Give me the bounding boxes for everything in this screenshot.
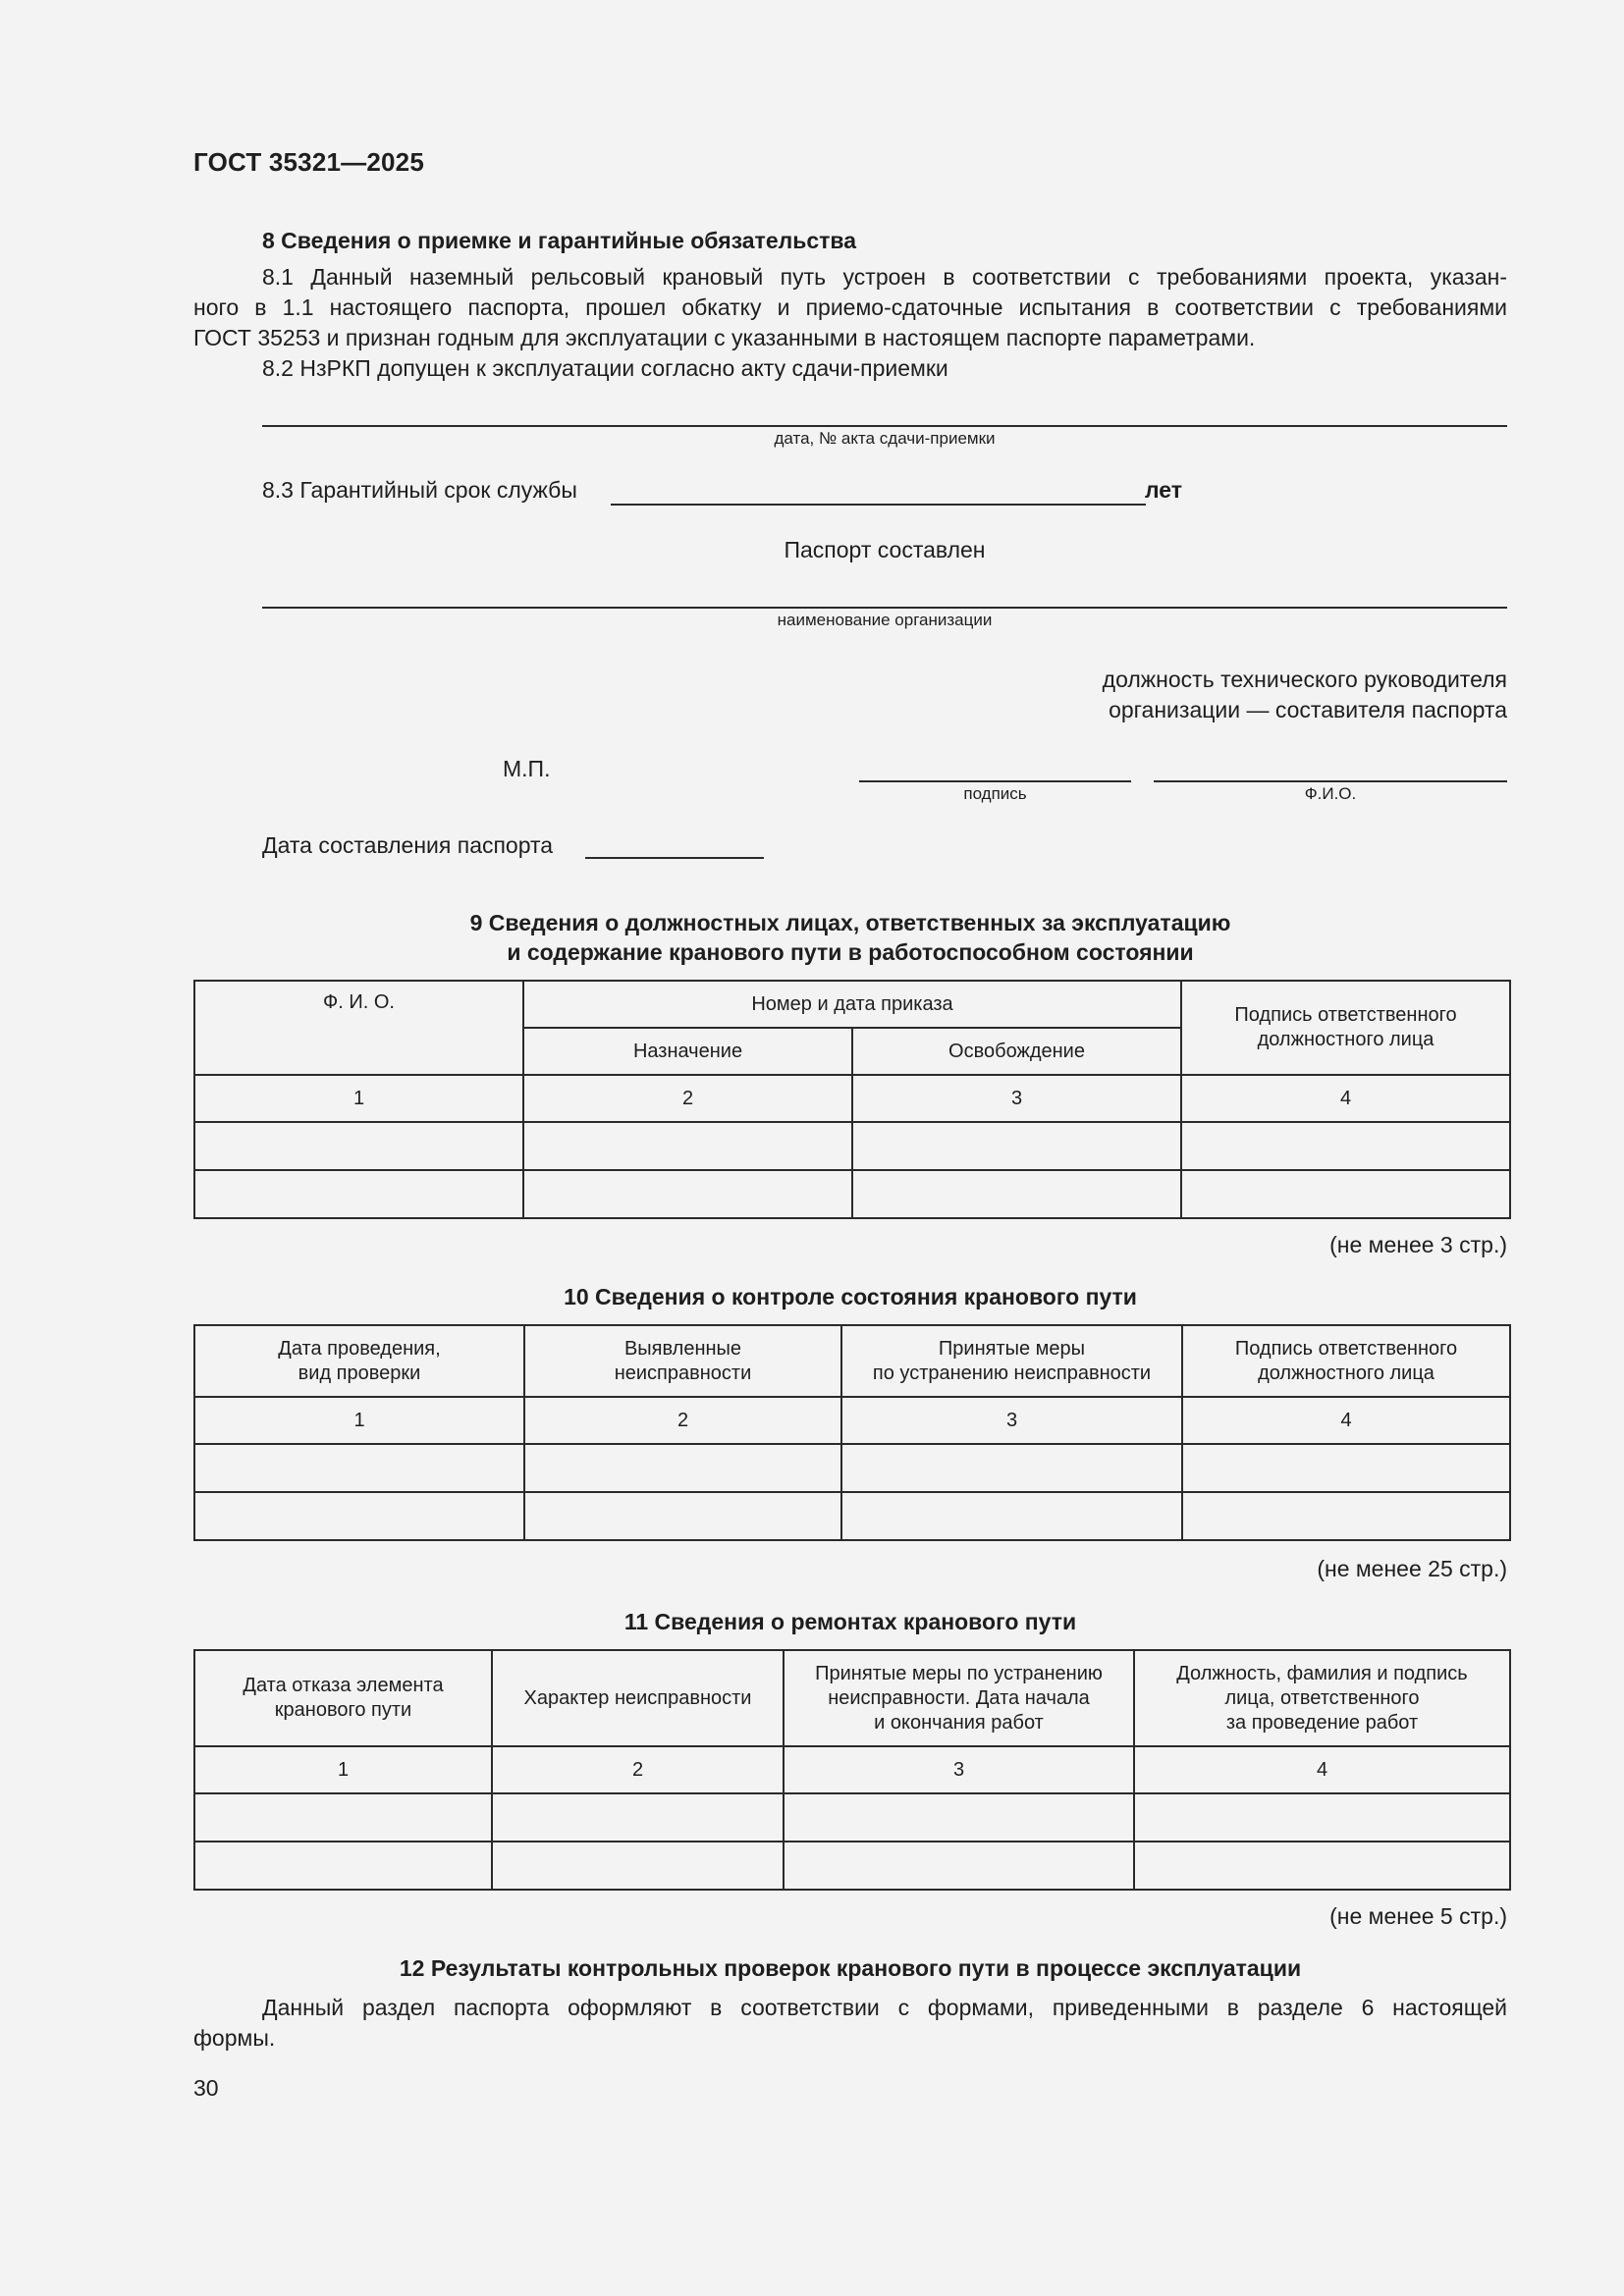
header-date-check: Дата проведения, вид проверки — [194, 1325, 524, 1397]
responsible-persons-table — [193, 980, 1511, 1219]
empty-cell — [194, 1170, 523, 1218]
header-assignment: Назначение — [523, 1028, 852, 1075]
empty-cell — [194, 1793, 492, 1842]
column-number: 1 — [194, 1075, 523, 1122]
section-8-title: 8 Сведения о приемке и гарантийные обязательства — [262, 228, 857, 253]
empty-cell — [1182, 1444, 1510, 1492]
header-defects: Выявленные неисправности — [524, 1325, 841, 1397]
empty-cell — [1181, 1122, 1510, 1170]
column-number: 1 — [194, 1397, 524, 1444]
column-number: 4 — [1181, 1075, 1510, 1122]
name-caption: Ф.И.О. — [1304, 784, 1357, 803]
column-number: 4 — [1182, 1397, 1510, 1444]
empty-cell — [784, 1793, 1134, 1842]
empty-cell — [1134, 1793, 1510, 1842]
empty-cell — [1181, 1170, 1510, 1218]
section-12-paragraph-line2: формы. — [193, 2025, 276, 2051]
empty-cell — [841, 1444, 1182, 1492]
empty-cell — [841, 1492, 1182, 1540]
page-number: 30 — [193, 2075, 219, 2101]
position-line2: организации — составителя паспорта — [1109, 697, 1507, 722]
header-release: Освобождение — [852, 1028, 1181, 1075]
section-12-paragraph-line1: Данный раздел паспорта оформляют в соответствии с формами, приведенными в разделе 6 настоящей — [262, 1995, 1507, 2020]
compile-date-label: Дата составления паспорта — [262, 832, 554, 858]
passport-compiled-label: Паспорт составлен — [784, 537, 986, 562]
section-11-note: (не менее 5 стр.) — [1329, 1903, 1507, 1929]
warranty-unit: лет — [1145, 477, 1183, 503]
column-number: 4 — [1134, 1746, 1510, 1793]
empty-cell — [492, 1793, 784, 1842]
column-number: 2 — [523, 1075, 852, 1122]
empty-cell — [1134, 1842, 1510, 1890]
table-row — [194, 1842, 1510, 1890]
header-order: Номер и дата приказа — [523, 981, 1181, 1028]
name-fill-line — [1154, 780, 1507, 782]
column-number: 3 — [841, 1397, 1182, 1444]
signature-caption: подпись — [963, 784, 1027, 803]
header-fio: Ф. И. О. — [194, 981, 523, 1075]
table-row — [194, 1170, 1510, 1218]
header-responsible: Должность, фамилия и подпись лица, ответственного за проведение работ — [1134, 1650, 1510, 1746]
section-11-title: 11 Сведения о ремонтах кранового пути — [623, 1609, 1077, 1634]
table-row — [194, 1793, 1510, 1842]
condition-control-table — [193, 1324, 1511, 1541]
column-number: 3 — [784, 1746, 1134, 1793]
warranty-fill-line — [611, 504, 1146, 506]
header-failure-date: Дата отказа элемента кранового пути — [194, 1650, 492, 1746]
section-12-title: 12 Результаты контрольных проверок кранового пути в процессе эксплуатации — [399, 1955, 1302, 1981]
organization-caption: наименование организации — [777, 611, 993, 629]
empty-cell — [523, 1122, 852, 1170]
section-10-note: (не менее 25 стр.) — [1317, 1556, 1507, 1581]
paragraph-8-3-label: 8.3 Гарантийный срок службы — [262, 477, 577, 503]
organization-fill-line — [262, 607, 1507, 609]
empty-cell — [524, 1492, 841, 1540]
empty-cell — [194, 1444, 524, 1492]
paragraph-8-1-line1: 8.1 Данный наземный рельсовый крановый путь устроен в соответствии с требованиями проекта, указан- — [262, 264, 1507, 290]
column-number: 2 — [492, 1746, 784, 1793]
empty-cell — [194, 1842, 492, 1890]
paragraph-8-1-line2: ного в 1.1 настоящего паспорта, прошел обкатку и приемо-сдаточные испытания в соответствии с требованиями — [193, 294, 1507, 320]
section-9-title-line2: и содержание кранового пути в работоспособном состоянии — [507, 939, 1194, 965]
empty-cell — [194, 1492, 524, 1540]
empty-cell — [523, 1170, 852, 1218]
header-repair-measures: Принятые меры по устранению неисправности. Дата начала и окончания работ — [784, 1650, 1134, 1746]
section-10-title: 10 Сведения о контроле состояния кранового пути — [564, 1284, 1137, 1309]
column-number: 1 — [194, 1746, 492, 1793]
header-signature: Подпись ответственного должностного лица — [1181, 981, 1510, 1075]
signature-fill-line — [859, 780, 1131, 782]
document-id-header: ГОСТ 35321—2025 — [193, 147, 424, 177]
table-row — [194, 1122, 1510, 1170]
empty-cell — [492, 1842, 784, 1890]
empty-cell — [1182, 1492, 1510, 1540]
table-row — [194, 1492, 1510, 1540]
header-measures: Принятые меры по устранению неисправности — [841, 1325, 1182, 1397]
empty-cell — [852, 1170, 1181, 1218]
empty-cell — [784, 1842, 1134, 1890]
empty-cell — [852, 1122, 1181, 1170]
stamp-label: М.П. — [503, 756, 551, 781]
table-row — [194, 1444, 1510, 1492]
act-caption: дата, № акта сдачи-приемки — [774, 429, 996, 448]
empty-cell — [194, 1122, 523, 1170]
section-9-title-line1: 9 Сведения о должностных лицах, ответственных за эксплуатацию — [469, 910, 1231, 935]
repairs-table — [193, 1649, 1511, 1891]
paragraph-8-2: 8.2 НзРКП допущен к эксплуатации согласно акту сдачи-приемки — [262, 355, 948, 381]
column-number: 3 — [852, 1075, 1181, 1122]
empty-cell — [524, 1444, 841, 1492]
act-fill-line — [262, 425, 1507, 427]
position-line1: должность технического руководителя — [1102, 667, 1507, 692]
compile-date-fill-line — [585, 857, 764, 859]
header-signature: Подпись ответственного должностного лица — [1182, 1325, 1510, 1397]
column-number: 2 — [524, 1397, 841, 1444]
header-defect-type: Характер неисправности — [492, 1650, 784, 1746]
paragraph-8-1-line3: ГОСТ 35253 и признан годным для эксплуатации с указанными в настоящем паспорте параметрами. — [193, 325, 1256, 350]
section-9-note: (не менее 3 стр.) — [1329, 1232, 1507, 1257]
